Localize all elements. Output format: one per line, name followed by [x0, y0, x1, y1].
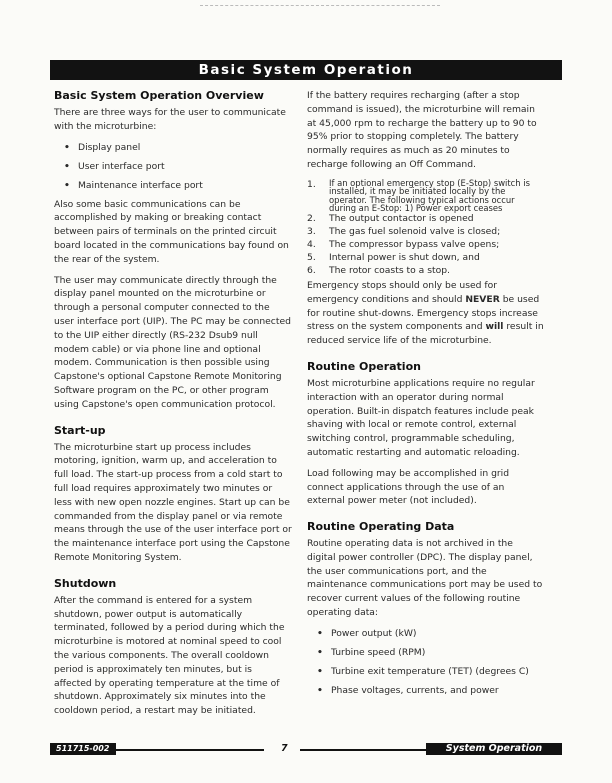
list-item: • Phase voltages, currents, and power [317, 684, 544, 697]
overview-paragraph-contacts: Also some basic communications can be accomplished by making or breaking contact between pairs of terminals on the printed circuit board located in the communications bay found on the rear of the system. [54, 198, 289, 265]
list-item: • Maintenance interface port [64, 179, 292, 192]
warning-emphasis-will: will [485, 321, 504, 333]
step-text: The compressor bypass valve opens; [329, 238, 500, 250]
routine-operation-section [307, 360, 544, 508]
step-text: The output contactor is opened [329, 212, 474, 224]
list-item [307, 265, 544, 277]
list-item [307, 252, 544, 264]
startup-heading: Start-up [54, 423, 106, 437]
routine-data-paragraph: Routine operating data is not archived in the digital power controller (DPC). The display panel, the user communications port, and the maintenance communications port may be used to recover current values of the following routine operating data: [307, 538, 543, 619]
footer-rule [300, 749, 430, 751]
list-item [307, 239, 544, 251]
step-text: The gas fuel solenoid valve is closed; [329, 225, 501, 237]
list-item: • Display panel [64, 141, 292, 154]
step-number: 2. [307, 212, 316, 224]
battery-recharge-paragraph: If the battery requires recharging (after a stop command is issued), the microturbine will remain at 45,000 rpm to recharge the battery up to 90 to 95% prior to stopping completely. The battery normally requires as much as 20 minutes to recharge following an Off Command. [307, 90, 537, 170]
overview-paragraph-uip: The user may communicate directly through the display panel mounted on the microturbine or through a personal computer connected to the user interface port (UIP). The PC may be connected to the UIP either directly (RS-232 Dsub9 null modem cable) or via phone line and optional modem. Communication is then possible using Capstone's optional Capstone Remote Monitoring Software program on the PC, or other program using Capstone's open communication protocol. [54, 274, 291, 410]
load-following-paragraph: Load following may be accomplished in grid connect applications through the use of an external power meter (not included). [307, 467, 510, 507]
routine-data-heading: Routine Operating Data [307, 520, 455, 534]
list-item [307, 226, 544, 238]
communication-methods-list [54, 141, 292, 192]
overview-section [54, 89, 292, 412]
step-number: 5. [307, 251, 316, 263]
startup-paragraph: The microturbine start up process includes motoring, ignition, warm up, and acceleration to full load. The start-up process from a cold start to full load requires approximately two minutes or less with new open nozzle engines. Start up can be commanded from the display panel or via remote means through the use of the user interface port or the maintenance interface port using the Capstone Remote Monitoring System. [54, 441, 292, 563]
right-column [307, 89, 544, 703]
warning-text: Emergency stops should only be used for emergency conditions and should [307, 279, 498, 305]
left-column [54, 89, 292, 725]
warning-text: be used for routine shut-downs. Emergency stops increase stress on the system components and [307, 293, 540, 333]
step-text: If an optional emergency stop (E-Stop) switch is installed, it may be initiated locally by the operator. The following typical actions occur during an E-Stop: 1) Power export ceases [329, 177, 530, 213]
routine-operation-paragraph: Most microturbine applications require no regular interaction with an operator during normal operation. Built-in dispatch features include peak shaving with local or remote control, external switching control, programmable scheduling, automatic restarting and automatic reloading. [307, 377, 535, 458]
routine-data-list [307, 627, 544, 697]
step-number: 3. [307, 225, 316, 237]
warning-text: result in reduced service life of the microturbine. [307, 321, 544, 347]
document-number: 511715-002 [50, 743, 116, 755]
list-item [307, 179, 544, 213]
list-item: • User interface port [64, 160, 292, 173]
page-number: 7 [281, 743, 288, 754]
warning-emphasis-never: NEVER [465, 293, 500, 305]
footer-rule [110, 749, 264, 751]
estop-warning-paragraph [307, 279, 544, 348]
step-number: 4. [307, 238, 316, 250]
step-text: Internal power is shut down, and [329, 251, 480, 263]
step-number: 6. [307, 264, 316, 276]
list-item [307, 213, 544, 225]
shutdown-paragraph: After the command is entered for a system shutdown, power output is automatically terminated, followed by a period during which the microturbine is motored at nominal speed to cool the various components. The overall cooldown period is approximately ten minutes, but is affected by operating temperature at the time of shutdown. Approximately six minutes into the cooldown period, a restart may be initiated. [54, 594, 285, 717]
overview-heading: Basic System Operation Overview [54, 89, 264, 102]
scan-top-rule [200, 5, 440, 6]
section-name: System Operation [426, 743, 562, 755]
routine-data-section [307, 520, 544, 697]
routine-operation-heading: Routine Operation [307, 359, 421, 373]
overview-intro: There are three ways for the user to communicate with the microturbine: [54, 107, 286, 132]
startup-section [54, 424, 292, 565]
step-number: 1. [307, 178, 316, 190]
shutdown-section [54, 577, 292, 718]
list-item: • Turbine exit temperature (TET) (degrees C) [317, 665, 544, 678]
estop-steps-list [307, 179, 544, 277]
step-text: The rotor coasts to a stop. [329, 264, 450, 276]
list-item: • Power output (kW) [317, 627, 544, 640]
page-title-banner: Basic System Operation [50, 60, 562, 80]
shutdown-heading: Shutdown [54, 576, 117, 590]
list-item: • Turbine speed (RPM) [317, 646, 544, 659]
